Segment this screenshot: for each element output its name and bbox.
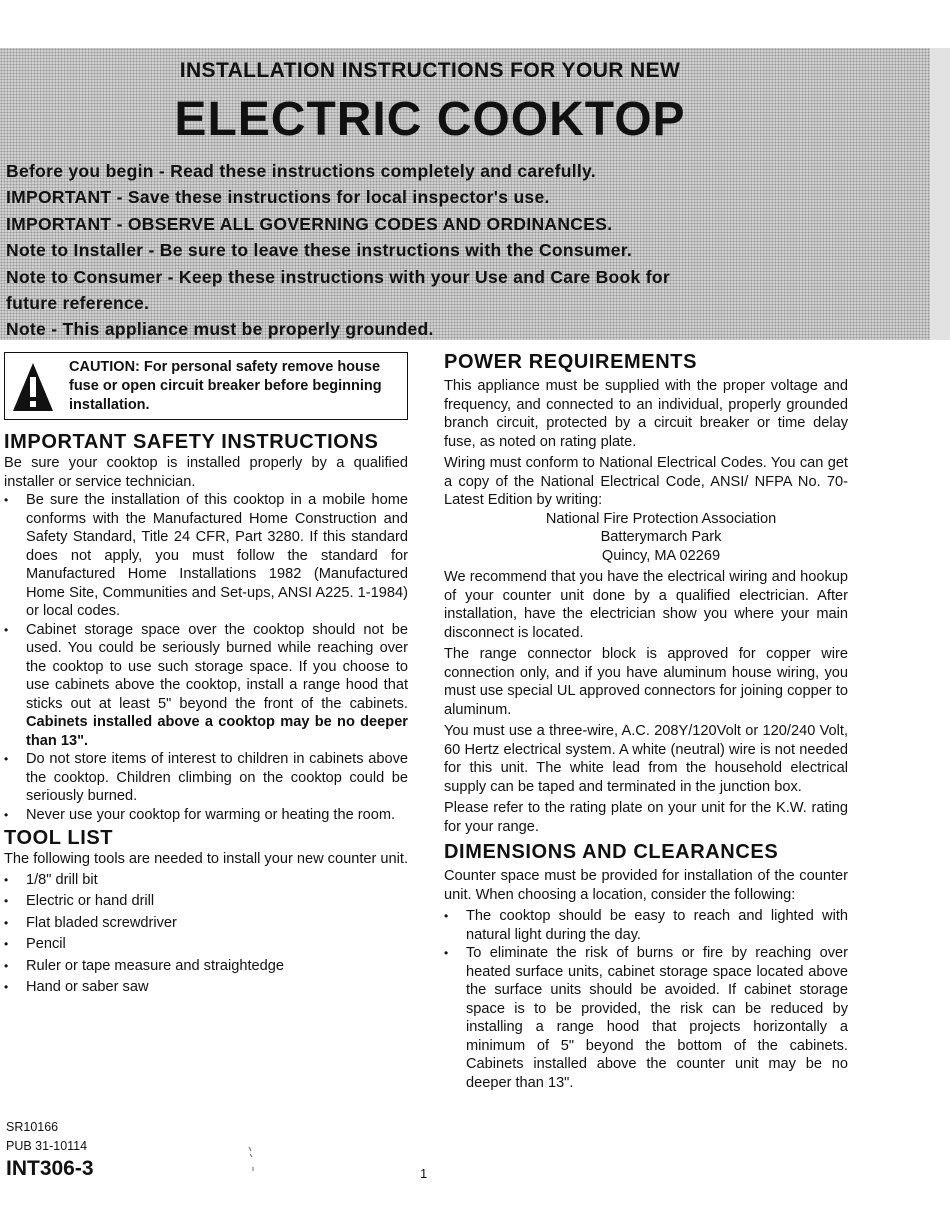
dimensions-heading: DIMENSIONS AND CLEARANCES — [444, 841, 779, 863]
footer-doc-id: INT306-3 — [6, 1157, 94, 1180]
caution-box — [4, 352, 408, 420]
list-item: • Be sure the installation of this cooktop in a mobile home conforms with the Manufactured Home Construction and Safety Standard, Title 24 CFR, Part 3280. If this standard does not apply, you must follow the standard for Manufactured Home Installations 1982 (Manufactured Home Site, Communities and Set-ups, ANSI A225. 1-1984) or local codes. — [4, 491, 408, 621]
list-item: • Pencil — [4, 935, 408, 954]
left-column — [4, 350, 408, 997]
list-item: • Ruler or tape measure and straightedge — [4, 957, 408, 976]
dimensions-list — [444, 907, 848, 1092]
list-item: • 1/8" drill bit — [4, 871, 408, 890]
address-line: National Fire Protection Association — [545, 510, 777, 527]
list-item: • The cooktop should be easy to reach and lighted with natural light during the day. — [444, 907, 848, 944]
tool-list-heading: TOOL LIST — [4, 827, 114, 849]
paragraph: The range connector block is approved for copper wire connection only, and if you have aluminum house wiring, you must use special UL approved connectors for joining copper to aluminum. — [444, 646, 848, 718]
paragraph: We recommend that you have the electrical wiring and hookup of your counter unit done by a qualified electrician. After installation, have the electrician show you where your main disconnect is located. — [444, 569, 848, 641]
page-number: 1 — [420, 1166, 428, 1181]
address-block — [444, 510, 848, 566]
safety-intro: Be sure your cooktop is installed properly by a qualified installer or service technician. — [4, 455, 408, 490]
header-notes — [6, 158, 866, 343]
scan-speck — [245, 1145, 257, 1175]
note-line: IMPORTANT - OBSERVE ALL GOVERNING CODES AND ORDINANCES. — [6, 213, 613, 234]
right-column — [444, 350, 848, 1092]
list-item: • Hand or saber saw — [4, 978, 408, 997]
note-line: future reference. — [6, 293, 150, 314]
note-line: Note to Installer - Be sure to leave these instructions with the Consumer. — [6, 240, 633, 261]
header-subtitle: INSTALLATION INSTRUCTIONS FOR YOUR NEW — [179, 59, 681, 82]
list-item: • To eliminate the risk of burns or fire by reaching over heated surface units, cabinet storage space located above the surface units should be avoided. If cabinet storage space is to be provided, the risk can be reduced by installing a range hood that projects horizontally a minimum of 5" beyond the bottom of the cabinets. Cabinets installed above the counter unit may be no deeper than 13". — [444, 944, 848, 1092]
dimensions-intro: Counter space must be provided for installation of the counter unit. When choosing a location, consider the following: — [444, 868, 848, 903]
power-heading: POWER REQUIREMENTS — [444, 351, 698, 373]
address-line: Quincy, MA 02269 — [601, 547, 721, 564]
note-line: Note - This appliance must be properly grounded. — [6, 319, 434, 340]
footer-pub: PUB 31-10114 — [6, 1139, 88, 1153]
list-item: • Cabinet storage space over the cooktop should not be used. You could be seriously burned while reaching over the cooktop to use such storage space. If you choose to use cabinets above the cooktop, install a range hood that sticks out at least 5" beyond the front of the cabinets. Cabinets installed above a cooktop may be no deeper than 13". — [4, 621, 408, 751]
tool-list-intro: The following tools are needed to install your new counter unit. — [4, 851, 409, 867]
warning-triangle-icon — [11, 361, 55, 413]
footer — [6, 1118, 94, 1182]
address-line: Batterymarch Park — [600, 529, 722, 545]
paragraph: You must use a three-wire, A.C. 208Y/120Volt or 120/240 Volt, 60 Hertz electrical system. A white (neutral) wire is not needed for this unit. The white lead from the household electrical supply can be taped and terminated in the junction box. — [444, 723, 848, 795]
safety-heading: IMPORTANT SAFETY INSTRUCTIONS — [4, 431, 379, 453]
note-line: Before you begin - Read these instructions completely and carefully. — [6, 161, 596, 181]
paragraph: Wiring must conform to National Electrical Codes. You can get a copy of the National Electrical Code, ANSI/ NFPA No. 70-Latest Edition by writing: — [444, 455, 848, 508]
paragraph: This appliance must be supplied with the proper voltage and frequency, and connected to an individual, properly grounded branch circuit, protected by a circuit breaker or time delay fuse, as noted on rating plate. — [444, 378, 848, 450]
paragraph: Please refer to the rating plate on your unit for the K.W. rating for your range. — [444, 800, 848, 835]
tool-list — [4, 871, 408, 997]
footer-code: SR10166 — [6, 1120, 59, 1134]
note-line: Note to Consumer - Keep these instructions with your Use and Care Book for — [6, 266, 670, 287]
page-edge-strip — [930, 48, 950, 340]
list-item: • Flat bladed screwdriver — [4, 914, 408, 933]
safety-list — [4, 491, 408, 824]
caution-text: CAUTION: For personal safety remove house fuse or open circuit breaker before beginning installation. — [69, 359, 382, 413]
page-title: ELECTRIC COOKTOP — [174, 93, 686, 146]
bold-warning: Cabinets installed above a cooktop may be no deeper than 13". — [26, 714, 408, 749]
list-item: • Electric or hand drill — [4, 892, 408, 911]
note-line: IMPORTANT - Save these instructions for local inspector's use. — [6, 187, 550, 208]
list-item: • Never use your cooktop for warming or heating the room. — [4, 806, 408, 825]
list-item: • Do not store items of interest to children in cabinets above the cooktop. Children climbing on the cooktop could be seriously burned. — [4, 750, 408, 806]
